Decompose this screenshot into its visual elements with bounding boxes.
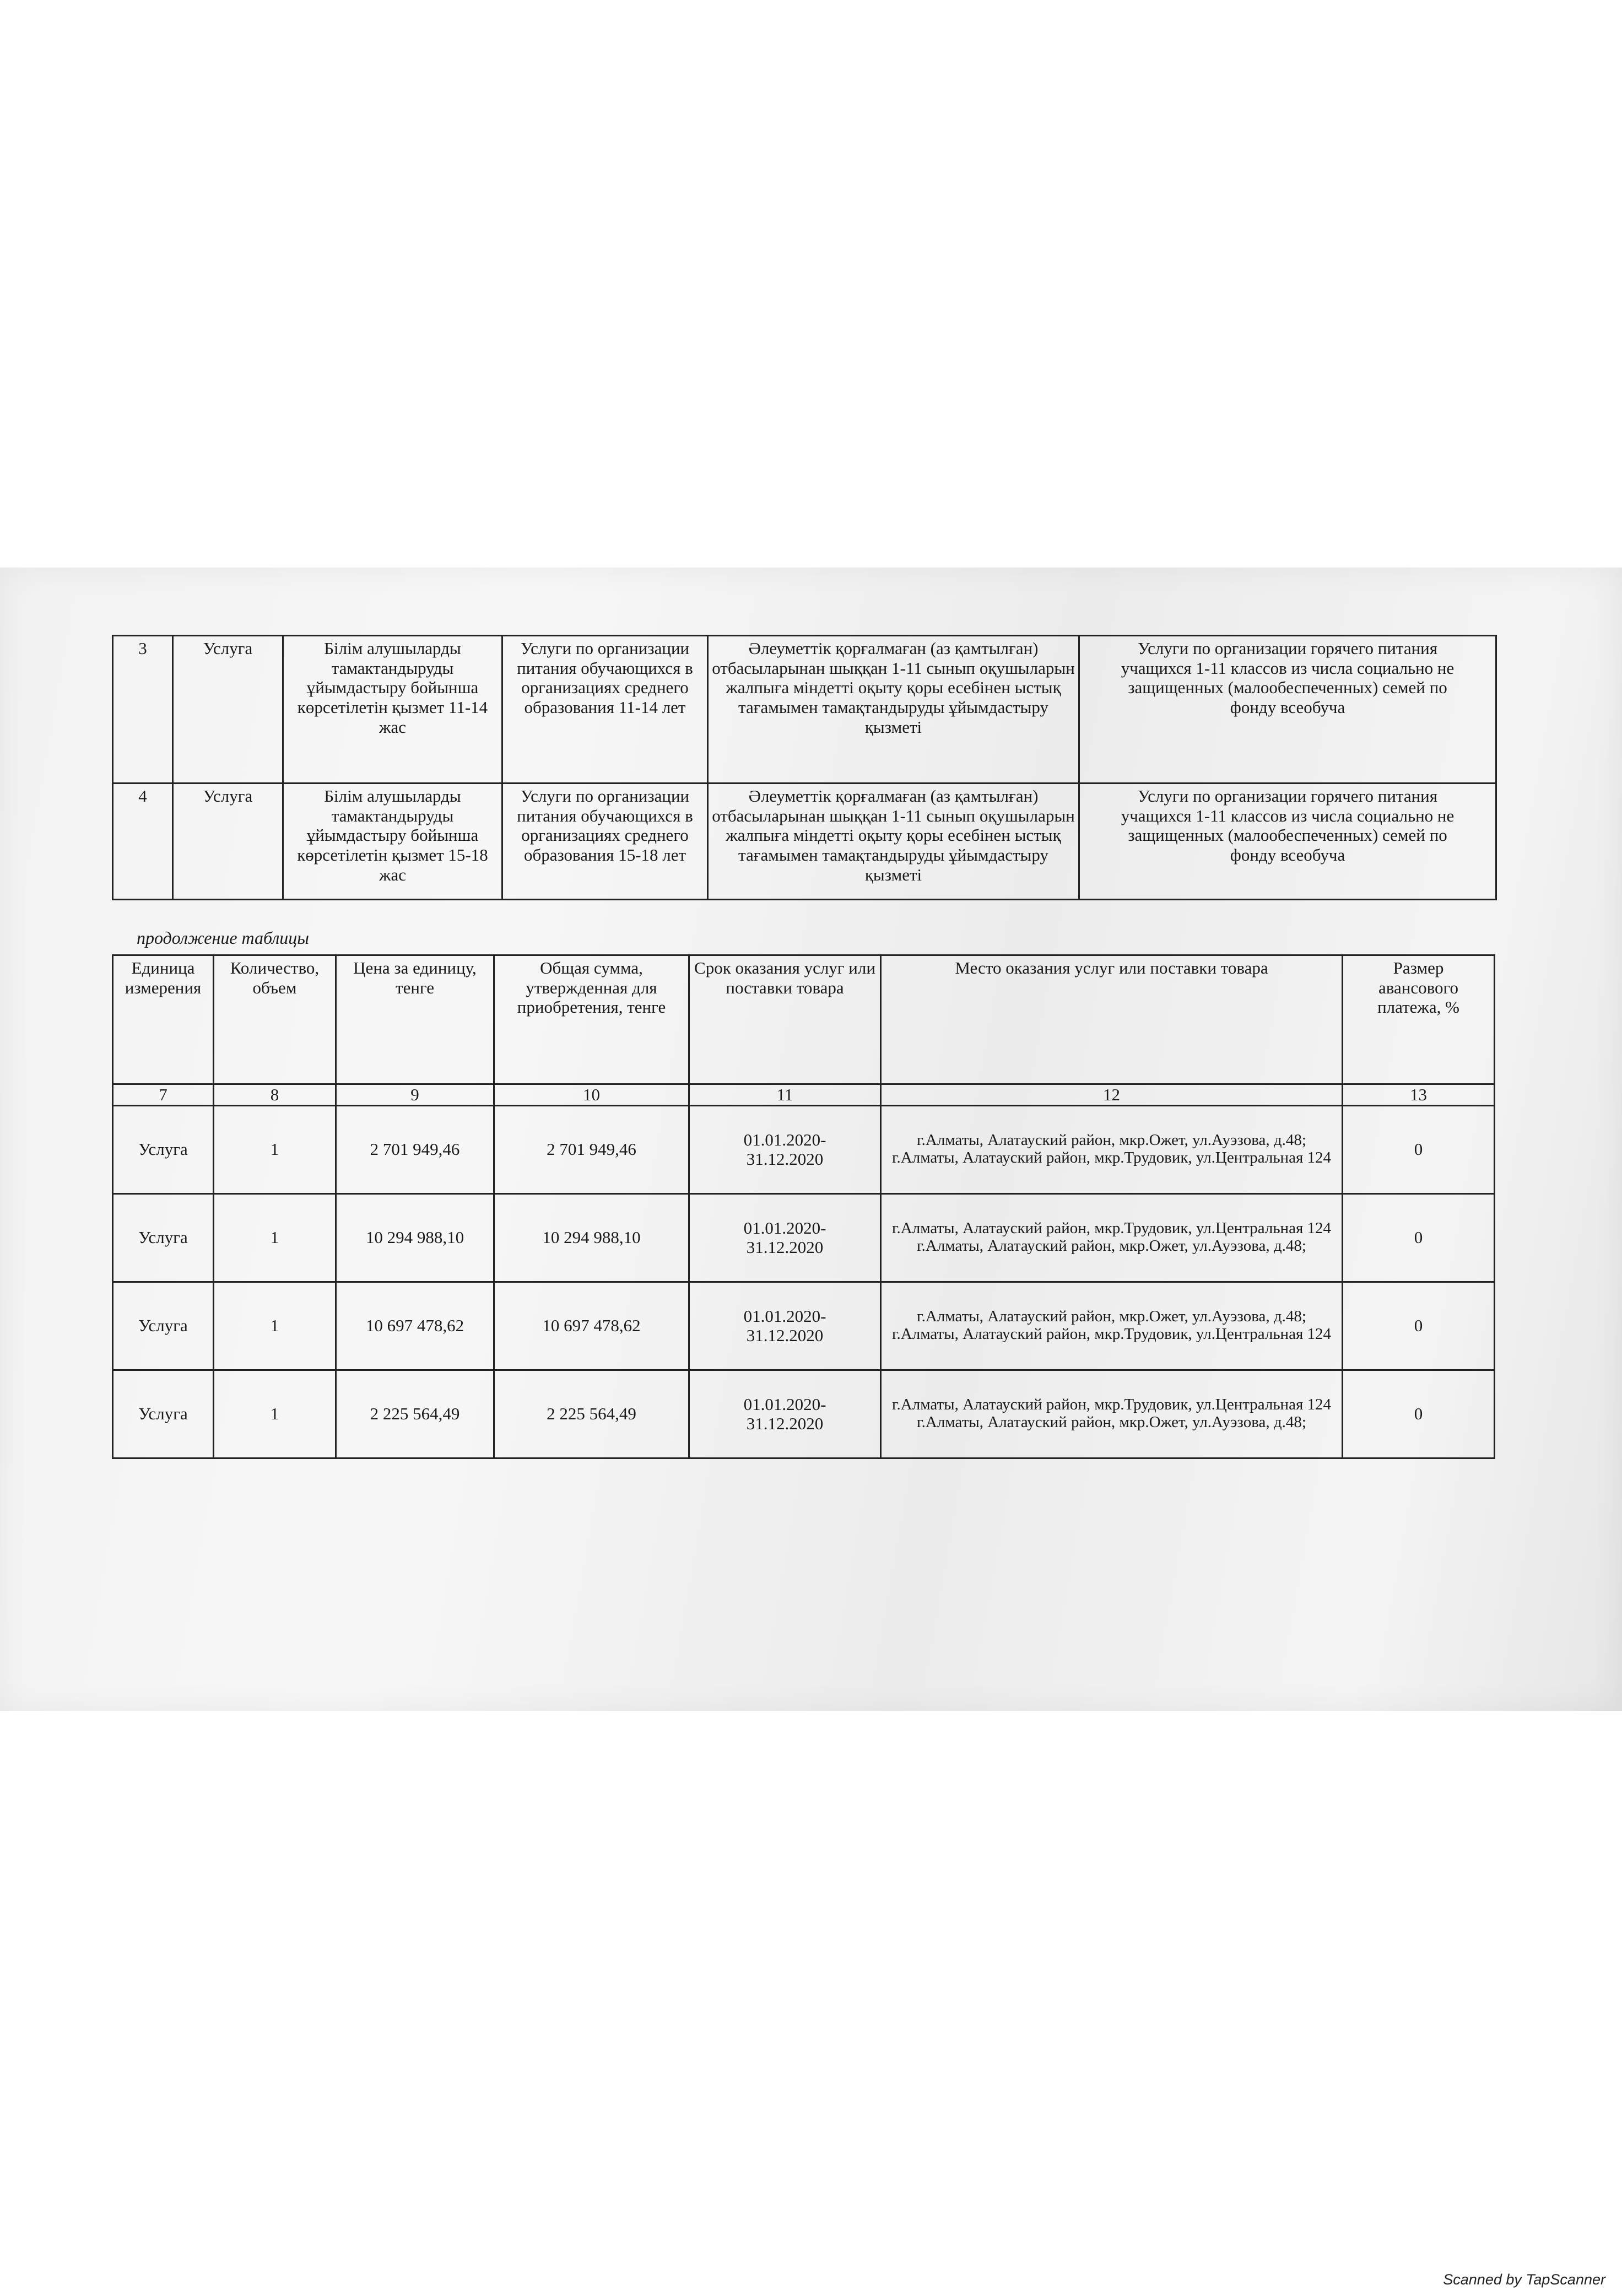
row-unit: Услуга — [173, 784, 283, 900]
service-description-kz: Әлеуметтік қорғалмаған (аз қамтылған) отбасыларынан шыққан 1-11 сынып оқушыларын жалпыға міндетті оқыту қоры есебінен ыстық тағамымен тамақтандыруды ұйымдастыру қызметі — [708, 636, 1079, 784]
unit-cell: Услуга — [113, 1193, 214, 1282]
total-cell: 10 697 478,62 — [494, 1282, 689, 1370]
total-cell: 2 225 564,49 — [494, 1370, 689, 1458]
quantity-cell: 1 — [214, 1105, 336, 1193]
col-header: Срок оказания услуг или поставки товара — [689, 955, 881, 1084]
row-number: 3 — [113, 636, 173, 784]
place-cell: г.Алматы, Алатауский район, мкр.Трудовик, ул.Центральная 124 г.Алматы, Алатауский район, мкр.Ожет, ул.Ауэзова, д.48; — [881, 1193, 1343, 1282]
continuation-table — [112, 954, 1495, 1459]
term-cell: 01.01.2020-31.12.2020 — [689, 1370, 881, 1458]
place-cell: г.Алматы, Алатауский район, мкр.Трудовик, ул.Центральная 124 г.Алматы, Алатауский район, мкр.Ожет, ул.Ауэзова, д.48; — [881, 1370, 1343, 1458]
table-row — [113, 636, 1496, 784]
col-header: Место оказания услуг или поставки товара — [881, 955, 1343, 1084]
place-cell: г.Алматы, Алатауский район, мкр.Ожет, ул.Ауэзова, д.48; г.Алматы, Алатауский район, мкр.Трудовик, ул.Центральная 124 — [881, 1105, 1343, 1193]
continuation-label: продолжение таблицы — [137, 928, 309, 948]
price-cell: 2 701 949,46 — [336, 1105, 494, 1193]
service-name-kz: Білім алушыларды тамактандыруды ұйымдастыру бойынша көрсетілетін қызмет 15-18 жас — [283, 784, 502, 900]
advance-cell: 0 — [1343, 1105, 1495, 1193]
table-row — [113, 1282, 1495, 1370]
service-description-kz: Әлеуметтік қорғалмаған (аз қамтылған) отбасыларынан шыққан 1-11 сынып оқушыларын жалпыға міндетті оқыту қоры есебінен ыстық тағамымен тамақтандыруды ұйымдастыру қызметі — [708, 784, 1079, 900]
row-unit: Услуга — [173, 636, 283, 784]
advance-cell: 0 — [1343, 1193, 1495, 1282]
quantity-cell: 1 — [214, 1282, 336, 1370]
col-number: 7 — [113, 1084, 214, 1106]
quantity-cell: 1 — [214, 1193, 336, 1282]
advance-cell: 0 — [1343, 1282, 1495, 1370]
service-name-ru: Услуги по организации питания обучающихся в организациях среднего образования 15-18 лет — [502, 784, 708, 900]
quantity-cell: 1 — [214, 1370, 336, 1458]
service-name-kz: Білім алушыларды тамактандыруды ұйымдастыру бойынша көрсетілетін қызмет 11-14 жас — [283, 636, 502, 784]
col-number: 10 — [494, 1084, 689, 1106]
place-cell: г.Алматы, Алатауский район, мкр.Ожет, ул.Ауэзова, д.48; г.Алматы, Алатауский район, мкр.Трудовик, ул.Центральная 124 — [881, 1282, 1343, 1370]
scanner-watermark: Scanned by TapScanner — [1443, 2271, 1605, 2288]
header-row — [113, 955, 1495, 1084]
table-row — [113, 1193, 1495, 1282]
service-description-ru: Услуги по организации горячего питания учащихся 1-11 классов из числа социально не защищенных (малообеспеченных) семей по фонду всеобуча — [1079, 784, 1496, 900]
term-cell: 01.01.2020-31.12.2020 — [689, 1282, 881, 1370]
unit-cell: Услуга — [113, 1370, 214, 1458]
col-number: 11 — [689, 1084, 881, 1106]
col-header: Количество, объем — [214, 955, 336, 1084]
term-cell: 01.01.2020-31.12.2020 — [689, 1105, 881, 1193]
table-row — [113, 1105, 1495, 1193]
services-table — [112, 635, 1497, 900]
col-number: 8 — [214, 1084, 336, 1106]
column-number-row — [113, 1084, 1495, 1106]
advance-cell: 0 — [1343, 1370, 1495, 1458]
service-name-ru: Услуги по организации питания обучающихся в организациях среднего образования 11-14 лет — [502, 636, 708, 784]
table-row — [113, 1370, 1495, 1458]
total-cell: 10 294 988,10 — [494, 1193, 689, 1282]
unit-cell: Услуга — [113, 1105, 214, 1193]
term-cell: 01.01.2020-31.12.2020 — [689, 1193, 881, 1282]
table-row — [113, 784, 1496, 900]
price-cell: 10 294 988,10 — [336, 1193, 494, 1282]
row-number: 4 — [113, 784, 173, 900]
col-number: 12 — [881, 1084, 1343, 1106]
price-cell: 2 225 564,49 — [336, 1370, 494, 1458]
col-number: 9 — [336, 1084, 494, 1106]
col-header: Общая сумма, утвержденная для приобретения, тенге — [494, 955, 689, 1084]
col-number: 13 — [1343, 1084, 1495, 1106]
unit-cell: Услуга — [113, 1282, 214, 1370]
total-cell: 2 701 949,46 — [494, 1105, 689, 1193]
col-header: Цена за единицу, тенге — [336, 955, 494, 1084]
price-cell: 10 697 478,62 — [336, 1282, 494, 1370]
col-header: Размер авансового платежа, % — [1343, 955, 1495, 1084]
col-header: Единица измерения — [113, 955, 214, 1084]
service-description-ru: Услуги по организации горячего питания учащихся 1-11 классов из числа социально не защищенных (малообеспеченных) семей по фонду всеобуча — [1079, 636, 1496, 784]
